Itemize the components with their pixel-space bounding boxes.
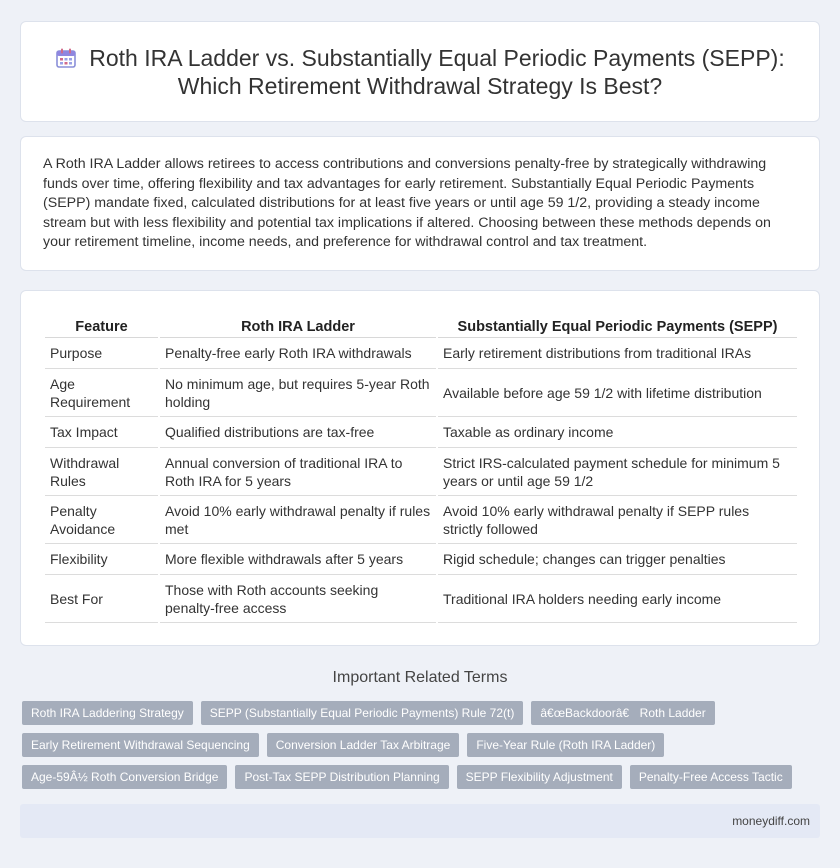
related-term-tag[interactable]: Five-Year Rule (Roth IRA Ladder) — [467, 733, 664, 757]
intro-card — [20, 136, 820, 271]
page-title-wrap — [21, 44, 819, 100]
related-term-tag[interactable]: Age-59Â½ Roth Conversion Bridge — [22, 765, 227, 789]
roth-cell: Those with Roth accounts seeking penalty-free access — [160, 575, 436, 623]
sepp-cell: Traditional IRA holders needing early income — [438, 575, 797, 623]
feature-cell: Purpose — [45, 338, 158, 369]
table-row — [45, 417, 797, 448]
site-name[interactable]: moneydiff.com — [732, 814, 810, 828]
related-term-tag[interactable]: â€œBackdoorâ€ Roth Ladder — [531, 701, 714, 725]
header-roth: Roth IRA Ladder — [160, 313, 436, 338]
title-card — [20, 21, 820, 122]
sepp-cell: Strict IRS-calculated payment schedule for minimum 5 years or until age 59 1/2 — [438, 448, 797, 496]
feature-cell: Penalty Avoidance — [45, 496, 158, 544]
table-row — [45, 448, 797, 496]
feature-cell: Best For — [45, 575, 158, 623]
feature-cell: Age Requirement — [45, 369, 158, 417]
sepp-cell: Early retirement distributions from traditional IRAs — [438, 338, 797, 369]
sepp-cell: Rigid schedule; changes can trigger penalties — [438, 544, 797, 575]
table-row — [45, 496, 797, 544]
roth-cell: Annual conversion of traditional IRA to Roth IRA for 5 years — [160, 448, 436, 496]
sepp-cell: Avoid 10% early withdrawal penalty if SEPP rules strictly followed — [438, 496, 797, 544]
header-feature: Feature — [45, 313, 158, 338]
roth-cell: Avoid 10% early withdrawal penalty if rules met — [160, 496, 436, 544]
related-term-tag[interactable]: Post-Tax SEPP Distribution Planning — [235, 765, 448, 789]
roth-cell: Qualified distributions are tax-free — [160, 417, 436, 448]
intro-paragraph: A Roth IRA Ladder allows retirees to access contributions and conversions penalty-free by strategically withdrawing funds over time, offering flexibility and tax advantages for early retirement. Substantially Equal Periodic Payments (SEPP) mandate fixed, calculated distributions for at least five years or until age 59 1/2, providing a steady income stream but with less flexibility and potential tax implications if altered. Choosing between these methods depends on your retirement timeline, income needs, and preference for withdrawal control and tax treatment. — [43, 156, 771, 251]
comparison-card — [20, 290, 820, 646]
related-terms-tags — [22, 701, 812, 797]
table-row — [45, 369, 797, 417]
related-term-tag[interactable]: SEPP Flexibility Adjustment — [457, 765, 622, 789]
related-term-tag[interactable]: Early Retirement Withdrawal Sequencing — [22, 733, 259, 757]
related-term-tag[interactable]: Conversion Ladder Tax Arbitrage — [267, 733, 460, 757]
tag-row — [22, 765, 812, 789]
calendar-icon — [55, 47, 77, 69]
feature-cell: Withdrawal Rules — [45, 448, 158, 496]
feature-cell: Flexibility — [45, 544, 158, 575]
comparison-table — [43, 313, 799, 623]
table-row — [45, 575, 797, 623]
related-term-tag[interactable]: Roth IRA Laddering Strategy — [22, 701, 193, 725]
header-sepp: Substantially Equal Periodic Payments (SEPP) — [438, 313, 797, 338]
feature-cell: Tax Impact — [45, 417, 158, 448]
related-terms-heading: Important Related Terms — [332, 669, 508, 686]
roth-cell: More flexible withdrawals after 5 years — [160, 544, 436, 575]
related-term-tag[interactable]: SEPP (Substantially Equal Periodic Payments) Rule 72(t) — [201, 701, 524, 725]
footer-bar — [20, 804, 820, 838]
roth-cell: No minimum age, but requires 5-year Roth holding — [160, 369, 436, 417]
tag-row — [22, 701, 812, 725]
table-row — [45, 338, 797, 369]
roth-cell: Penalty-free early Roth IRA withdrawals — [160, 338, 436, 369]
sepp-cell: Taxable as ordinary income — [438, 417, 797, 448]
sepp-cell: Available before age 59 1/2 with lifetime distribution — [438, 369, 797, 417]
table-row — [45, 544, 797, 575]
table-header-row — [45, 313, 797, 338]
tag-row — [22, 733, 812, 757]
related-term-tag[interactable]: Penalty-Free Access Tactic — [630, 765, 792, 789]
page-title: Roth IRA Ladder vs. Substantially Equal Periodic Payments (SEPP): Which Retirement Withdrawal Strategy Is Best? — [89, 45, 785, 99]
